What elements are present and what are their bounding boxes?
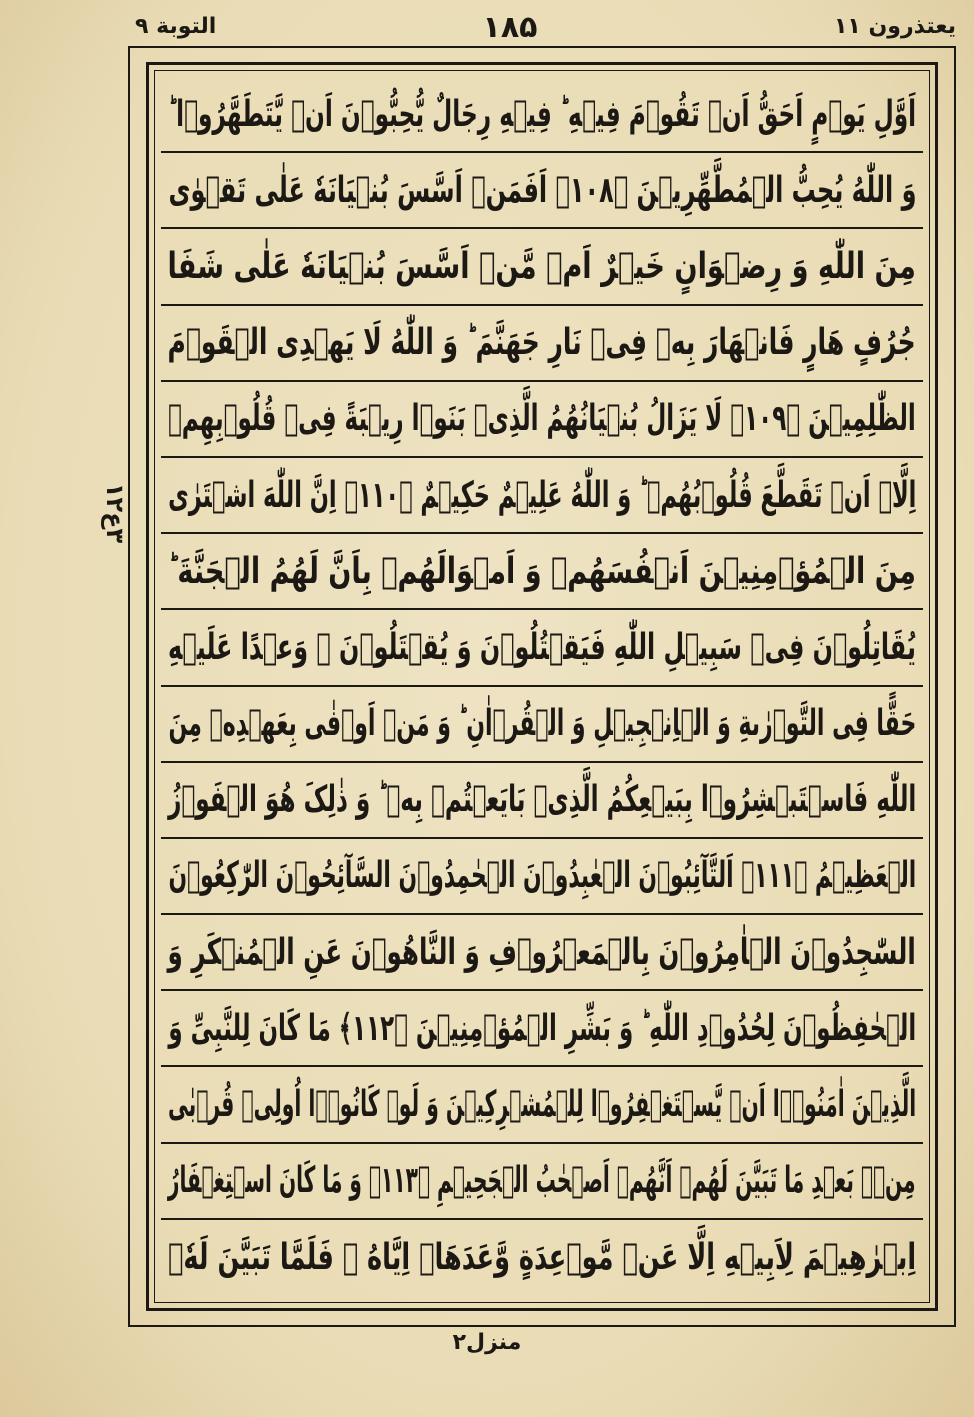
manzil-footer: منزل۲ — [452, 1330, 522, 1355]
verse-line-text: حَقًّا فِی التَّوۡرٰىةِ وَ الۡاِنۡجِیۡلِ وَ الۡقُرۡاٰنِ ؕ وَ مَنۡ اَوۡفٰی بِعَهۡدِهٖ مِنَ — [168, 703, 916, 745]
verse-line — [161, 1067, 923, 1143]
verse-line-text: وَ اللّٰهُ یُحِبُّ الۡمُطَّهِّرِیۡنَ ﴿۱۰۸﴾ اَفَمَنۡ اَسَّسَ بُنۡیَانَهٗ عَلٰی تَقۡوٰی — [168, 169, 917, 211]
page-number: ۱۸۵ — [482, 10, 538, 45]
ruku-marker-text: ۳ع۱۲ — [101, 482, 130, 544]
verse-line — [161, 687, 923, 763]
verse-line-text: مِنۡۢ بَعۡدِ مَا تَبَیَّنَ لَهُمۡ اَنَّهُمۡ اَصۡحٰبُ الۡجَحِیۡمِ ﴿۱۱۳﴾ وَ مَا کَانَ اسۡتِغۡفَارُ — [168, 1160, 916, 1202]
verse-line-text: اِلَّاۤ اَنۡ تَقَطَّعَ قُلُوۡبُهُمۡ ؕ وَ اللّٰهُ عَلِیۡمٌ حَکِیۡمٌ ﴿۱۱۰﴾ اِنَّ اللّٰهَ اشۡتَرٰی — [167, 474, 917, 516]
verse-line — [161, 610, 923, 686]
verse-line-text: السّٰجِدُوۡنَ الۡاٰمِرُوۡنَ بِالۡمَعۡرُوۡفِ وَ النَّاهُوۡنَ عَنِ الۡمُنۡکَرِ وَ — [167, 931, 917, 973]
ruku-marker — [102, 470, 128, 556]
verse-line — [161, 763, 923, 839]
text-frame — [128, 46, 956, 1327]
surah-name: التوبة ۹ — [135, 14, 217, 39]
verse-line — [161, 991, 923, 1067]
verse-line-text: اِبۡرٰهِیۡمَ لِاَبِیۡهِ اِلَّا عَنۡ مَّوۡعِدَةٍ وَّعَدَهَاۤ اِیَّاهُ ۚ فَلَمَّا تَبَیَّنَ لَهٗۤ — [167, 1237, 917, 1279]
verse-line-text: الَّذِیۡنَ اٰمَنُوۡۤا اَنۡ یَّسۡتَغۡفِرُوۡا لِلۡمُشۡرِکِیۡنَ وَ لَوۡ کَانُوۡۤا اُولِیۡ قُرۡبٰی — [167, 1084, 917, 1126]
page-header — [0, 10, 974, 46]
verse-line-text: یُقَاتِلُوۡنَ فِیۡ سَبِیۡلِ اللّٰهِ فَیَقۡتُلُوۡنَ وَ یُقۡتَلُوۡنَ ۟ وَعۡدًا عَلَیۡهِ — [168, 626, 916, 668]
verse-line-text: مِنَ الۡمُؤۡمِنِیۡنَ اَنۡفُسَهُمۡ وَ اَمۡوَالَهُمۡ بِاَنَّ لَهُمُ الۡجَنَّةَ ؕ — [168, 550, 916, 592]
verse-line — [161, 915, 923, 991]
verse-line-text: الظّٰلِمِیۡنَ ﴿۱۰۹﴾ لَا یَزَالُ بُنۡیَانُهُمُ الَّذِیۡ بَنَوۡا رِیۡبَةً فِیۡ قُلُوۡبِهِمۡ — [168, 398, 916, 440]
verse-line — [161, 77, 923, 153]
verse-line — [161, 1144, 923, 1220]
text-frame-inner — [146, 62, 938, 1311]
verse-line-text: مِنَ اللّٰهِ وَ رِضۡوَانٍ خَیۡرٌ اَمۡ مَّنۡ اَسَّسَ بُنۡیَانَهٗ عَلٰی شَفَا — [167, 245, 917, 287]
verse-line — [161, 534, 923, 610]
verse-line-text: الۡعَظِیۡمُ ﴿۱۱۱﴾ اَلتَّآئِبُوۡنَ الۡعٰبِدُوۡنَ الۡحٰمِدُوۡنَ السَّآئِحُوۡنَ الرّٰکِعُوۡنَ — [168, 855, 916, 897]
verse-line-text: اَوَّلِ یَوۡمٍ اَحَقُّ اَنۡ تَقُوۡمَ فِیۡهِ ؕ فِیۡهِ رِجَالٌ یُّحِبُّوۡنَ اَنۡ یَّتَطَهَّرُوۡا ؕ — [167, 93, 917, 135]
verse-line — [161, 306, 923, 382]
para-name: یعتذرون ۱۱ — [833, 14, 956, 39]
verse-line — [161, 839, 923, 915]
verse-line-text: الۡحٰفِظُوۡنَ لِحُدُوۡدِ اللّٰهِ ؕ وَ بَشِّرِ الۡمُؤۡمِنِیۡنَ ﴿۱۱۲﴾ مَا کَانَ لِلنَّبِیِّ وَ — [168, 1007, 916, 1049]
verse-line — [161, 229, 923, 305]
verse-line-text: اللّٰهِ فَاسۡتَبۡشِرُوۡا بِبَیۡعِکُمُ الَّذِیۡ بَایَعۡتُمۡ بِهٖ ؕ وَ ذٰلِکَ هُوَ الۡفَوۡزُ — [167, 779, 917, 821]
verse-line — [161, 1220, 923, 1296]
verse-line — [161, 382, 923, 458]
verse-line — [161, 153, 923, 229]
verse-lines — [161, 77, 923, 1296]
verse-line-text: جُرُفٍ هَارٍ فَانۡهَارَ بِهٖ فِیۡ نَارِ جَهَنَّمَ ؕ وَ اللّٰهُ لَا یَهۡدِی الۡقَوۡمَ — [167, 322, 917, 364]
verse-line — [161, 458, 923, 534]
